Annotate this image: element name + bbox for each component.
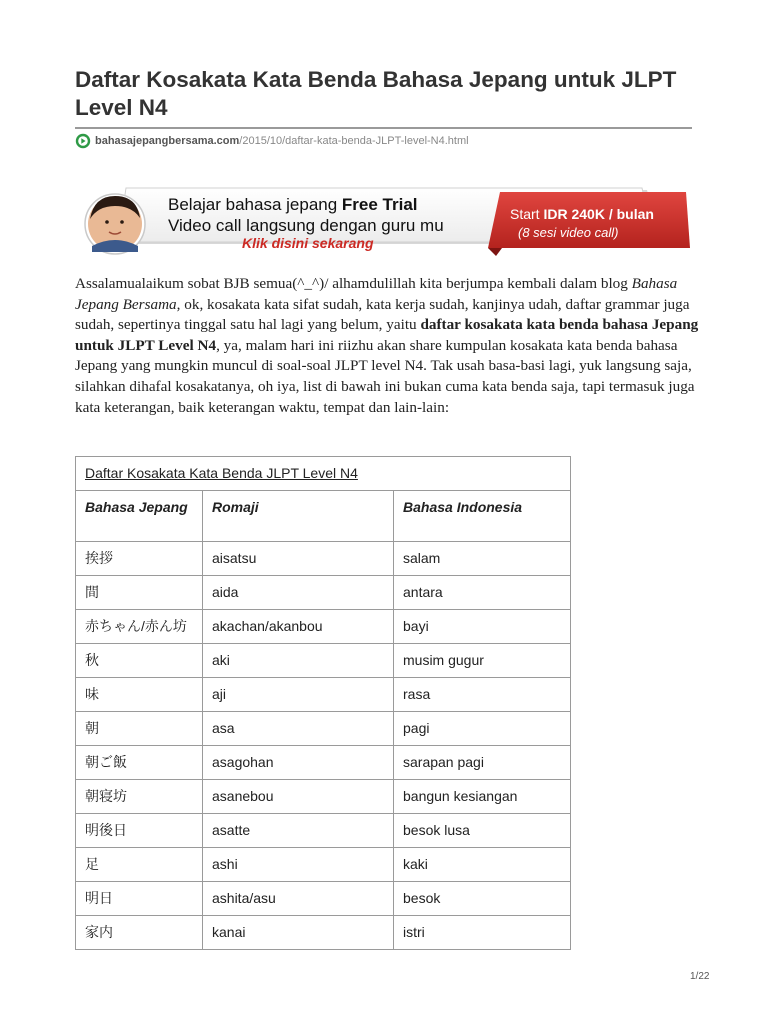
cell-romaji: asagohan xyxy=(203,746,394,780)
cell-indonesia: besok xyxy=(394,882,571,916)
table-row xyxy=(76,780,571,814)
cell-indonesia: bayi xyxy=(394,610,571,644)
table-row xyxy=(76,576,571,610)
table-row xyxy=(76,610,571,644)
header-bahasa-jepang: Bahasa Jepang xyxy=(76,491,203,542)
cell-jepang: 朝寝坊 xyxy=(76,780,203,814)
cell-romaji: ashi xyxy=(203,848,394,882)
cell-romaji: ashita/asu xyxy=(203,882,394,916)
cell-romaji: asatte xyxy=(203,814,394,848)
table-row xyxy=(76,746,571,780)
cell-jepang: 間 xyxy=(76,576,203,610)
cell-jepang: 赤ちゃん/赤ん坊 xyxy=(76,610,203,644)
table-row xyxy=(76,882,571,916)
source-path[interactable]: /2015/10/daftar-kata-benda-JLPT-level-N4.html xyxy=(239,135,469,147)
cell-indonesia: musim gugur xyxy=(394,644,571,678)
promo-banner[interactable] xyxy=(82,186,692,260)
cell-romaji: aida xyxy=(203,576,394,610)
intro-bold-phrase: daftar kosakata kata benda bahasa Jepang untuk JLPT Level N4 xyxy=(75,316,699,354)
banner-price-sub: (8 sesi video call) xyxy=(518,225,619,240)
cell-jepang: 足 xyxy=(76,848,203,882)
cell-indonesia: istri xyxy=(394,916,571,950)
cell-romaji: asa xyxy=(203,712,394,746)
cell-jepang: 朝 xyxy=(76,712,203,746)
title-divider xyxy=(75,127,692,129)
cell-jepang: 明日 xyxy=(76,882,203,916)
cell-jepang: 秋 xyxy=(76,644,203,678)
table-row xyxy=(76,712,571,746)
cell-jepang: 朝ご飯 xyxy=(76,746,203,780)
table-row xyxy=(76,678,571,712)
cell-indonesia: pagi xyxy=(394,712,571,746)
site-favicon-icon xyxy=(75,133,91,149)
source-link[interactable] xyxy=(75,132,469,150)
cell-romaji: kanai xyxy=(203,916,394,950)
header-romaji: Romaji xyxy=(203,491,394,542)
cell-indonesia: bangun kesiangan xyxy=(394,780,571,814)
cell-jepang: 味 xyxy=(76,678,203,712)
table-header-row xyxy=(76,491,571,542)
cell-romaji: aisatsu xyxy=(203,542,394,576)
cell-indonesia: sarapan pagi xyxy=(394,746,571,780)
banner-line2: Video call langsung dengan guru mu xyxy=(168,216,444,235)
vocab-table xyxy=(75,456,571,950)
source-host[interactable]: bahasajepangbersama.com xyxy=(95,135,240,147)
table-row xyxy=(76,542,571,576)
cell-romaji: akachan/akanbou xyxy=(203,610,394,644)
cell-jepang: 挨拶 xyxy=(76,542,203,576)
cell-romaji: aki xyxy=(203,644,394,678)
avatar xyxy=(85,194,145,254)
table-row xyxy=(76,814,571,848)
cell-romaji: aji xyxy=(203,678,394,712)
cell-jepang: 明後日 xyxy=(76,814,203,848)
article-title: Daftar Kosakata Kata Benda Bahasa Jepang untuk JLPT Level N4 xyxy=(75,67,677,120)
cell-jepang: 家内 xyxy=(76,916,203,950)
page-number: 1/22 xyxy=(690,971,710,982)
table-row xyxy=(76,848,571,882)
cell-indonesia: salam xyxy=(394,542,571,576)
cell-indonesia: kaki xyxy=(394,848,571,882)
table-row xyxy=(76,644,571,678)
table-row xyxy=(76,916,571,950)
cell-romaji: asanebou xyxy=(203,780,394,814)
banner-price: Start IDR 240K / bulan xyxy=(510,206,654,222)
cell-indonesia: rasa xyxy=(394,678,571,712)
banner-cta-link[interactable]: Klik disini sekarang xyxy=(242,235,374,251)
table-caption-row xyxy=(76,457,571,491)
intro-paragraph: Assalamualaikum sobat BJB semua(^_^)/ alhamdulillah kita berjumpa kembali dalam blog Bahasa Jepang Bersama, ok, kosakata kata sifat sudah, kata kerja sudah, kanjinya udah, daftar grammar juga sudah, sepertinya tinggal satu hal lagi yang belum, yaitu daftar kosakata kata benda bahasa Jepang untuk JLPT Level N4, ya, malam hari ini riizhu akan share kumpulan kosakata kata benda bahasa Jepang yang mungkin muncul di soal-soal JLPT level N4. Tak usah basa-basi lagi, yuk langsung saja, silahkan dihafal kosakatanya, oh iya, list di bawah ini bukan cuma kata benda saja, tapi termasuk juga kata keterangan, baik keterangan waktu, tempat dan lain-lain: xyxy=(75,275,699,416)
cell-indonesia: besok lusa xyxy=(394,814,571,848)
table-caption: Daftar Kosakata Kata Benda JLPT Level N4 xyxy=(85,465,358,481)
cell-indonesia: antara xyxy=(394,576,571,610)
header-bahasa-indonesia: Bahasa Indonesia xyxy=(394,491,571,542)
banner-line1: Belajar bahasa jepang Free Trial xyxy=(168,195,418,214)
